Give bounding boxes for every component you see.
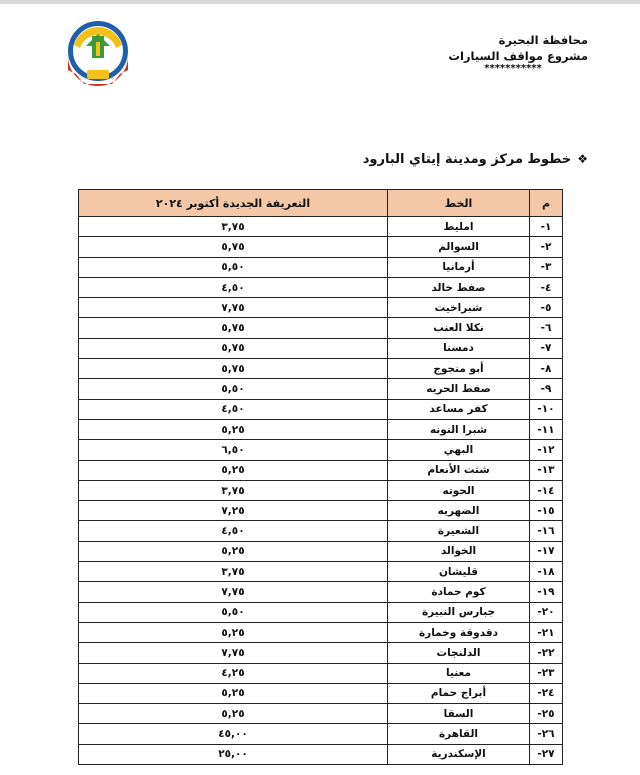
fare-value: ٥,٧٥ (79, 318, 388, 338)
top-border (0, 0, 640, 4)
organization-header (388, 32, 588, 74)
row-number: ٢٤- (530, 683, 563, 703)
table-row (79, 683, 563, 703)
fares-table (78, 189, 563, 765)
fare-value: ٧,٧٥ (79, 643, 388, 663)
row-number: ٧- (530, 338, 563, 358)
row-number: ١٨- (530, 562, 563, 582)
column-header-price: التعريفة الجديدة أكتوبر ٢٠٢٤ (79, 190, 388, 217)
fare-value: ٥,٧٥ (79, 237, 388, 257)
line-name: الضهريه (388, 501, 530, 521)
table-row (79, 501, 563, 521)
row-number: ٢٢- (530, 643, 563, 663)
table-row (79, 399, 563, 419)
line-name: شثت الأنعام (388, 460, 530, 480)
line-name: كوم حمادة (388, 582, 530, 602)
line-name: امليط (388, 217, 530, 237)
row-number: ٢١- (530, 622, 563, 642)
line-name: الخوالد (388, 541, 530, 561)
column-header-number: م (530, 190, 563, 217)
row-number: ٢٦- (530, 724, 563, 744)
line-name: شبراخيت (388, 298, 530, 318)
row-number: ١٠- (530, 399, 563, 419)
section-title-text: خطوط مركز ومدينة إيتاي البارود (362, 152, 572, 167)
line-name: شبرا النونه (388, 419, 530, 439)
line-name: أرمانيا (388, 257, 530, 277)
fare-value: ٥,٥٠ (79, 257, 388, 277)
table-row (79, 318, 563, 338)
table-row (79, 663, 563, 683)
row-number: ٢٧- (530, 744, 563, 764)
fare-value: ٥,٢٥ (79, 541, 388, 561)
row-number: ٤- (530, 277, 563, 297)
line-name: دمسنا (388, 338, 530, 358)
line-name: الحوته (388, 480, 530, 500)
table-row (79, 562, 563, 582)
fare-value: ٣,٧٥ (79, 562, 388, 582)
section-title (288, 152, 588, 167)
row-number: ٢٠- (530, 602, 563, 622)
line-name: القاهرة (388, 724, 530, 744)
fare-value: ٥,٥٠ (79, 602, 388, 622)
row-number: ٩- (530, 379, 563, 399)
table-row (79, 359, 563, 379)
row-number: ١١- (530, 419, 563, 439)
line-name: البهي (388, 440, 530, 460)
row-number: ٥- (530, 298, 563, 318)
line-name: جبارس النبيرة (388, 602, 530, 622)
table-row (79, 704, 563, 724)
row-number: ١٩- (530, 582, 563, 602)
line-name: أبراج حمام (388, 683, 530, 703)
table-row (79, 643, 563, 663)
row-number: ١٧- (530, 541, 563, 561)
table-row (79, 338, 563, 358)
table-row (79, 217, 563, 237)
fare-value: ٤٥,٠٠ (79, 724, 388, 744)
table-header-row (79, 190, 563, 217)
table-row (79, 257, 563, 277)
line-name: صفط الحريه (388, 379, 530, 399)
table-row (79, 582, 563, 602)
fare-value: ٥,٢٥ (79, 622, 388, 642)
row-number: ١- (530, 217, 563, 237)
row-number: ٨- (530, 359, 563, 379)
line-name: الإسكندرية (388, 744, 530, 764)
line-name: نكلا العنب (388, 318, 530, 338)
table-row (79, 521, 563, 541)
fare-value: ٣,٧٥ (79, 480, 388, 500)
fare-value: ٤,٥٠ (79, 277, 388, 297)
line-name: قليشان (388, 562, 530, 582)
fare-value: ٥,٧٥ (79, 359, 388, 379)
table-row (79, 277, 563, 297)
table-row (79, 298, 563, 318)
fare-value: ٥,٢٥ (79, 419, 388, 439)
fare-value: ٥,٢٥ (79, 460, 388, 480)
fare-value: ٧,٢٥ (79, 501, 388, 521)
table-row (79, 541, 563, 561)
row-number: ١٦- (530, 521, 563, 541)
diamond-bullet-icon: ❖ (577, 152, 588, 166)
table-row (79, 480, 563, 500)
row-number: ٣- (530, 257, 563, 277)
fare-value: ٤,٥٠ (79, 521, 388, 541)
table-row (79, 622, 563, 642)
line-name: معنيا (388, 663, 530, 683)
table-row (79, 440, 563, 460)
fare-value: ٥,٢٥ (79, 683, 388, 703)
row-number: ٢٥- (530, 704, 563, 724)
fare-value: ٢٥,٠٠ (79, 744, 388, 764)
line-name: صفط خالد (388, 277, 530, 297)
row-number: ١٣- (530, 460, 563, 480)
fare-value: ٧,٧٥ (79, 582, 388, 602)
table-row (79, 379, 563, 399)
table-row (79, 237, 563, 257)
line-name: الدلنجات (388, 643, 530, 663)
org-name: محافظة البحيرة (498, 33, 588, 47)
stars-divider: *********** (484, 63, 542, 74)
column-header-line: الخط (388, 190, 530, 217)
fare-value: ٥,٥٠ (79, 379, 388, 399)
line-name: السوالم (388, 237, 530, 257)
row-number: ٢٣- (530, 663, 563, 683)
fare-value: ٤,٢٥ (79, 663, 388, 683)
table-row (79, 419, 563, 439)
line-name: دقدوقة وخمارة (388, 622, 530, 642)
table-row (79, 744, 563, 764)
fare-value: ٥,٢٥ (79, 704, 388, 724)
table-row (79, 460, 563, 480)
row-number: ١٤- (530, 480, 563, 500)
row-number: ٦- (530, 318, 563, 338)
line-name: الشعيرة (388, 521, 530, 541)
fare-value: ٦,٥٠ (79, 440, 388, 460)
fare-value: ٣,٧٥ (79, 217, 388, 237)
line-name: السقا (388, 704, 530, 724)
line-name: أبو منجوج (388, 359, 530, 379)
fare-value: ٧,٧٥ (79, 298, 388, 318)
governorate-logo (62, 18, 134, 88)
project-name: مشروع مواقف السيارات (448, 49, 588, 63)
row-number: ١٢- (530, 440, 563, 460)
row-number: ٢- (530, 237, 563, 257)
row-number: ١٥- (530, 501, 563, 521)
fare-value: ٥,٧٥ (79, 338, 388, 358)
table-row (79, 724, 563, 744)
table-row (79, 602, 563, 622)
line-name: كفر مساعد (388, 399, 530, 419)
fare-value: ٤,٥٠ (79, 399, 388, 419)
